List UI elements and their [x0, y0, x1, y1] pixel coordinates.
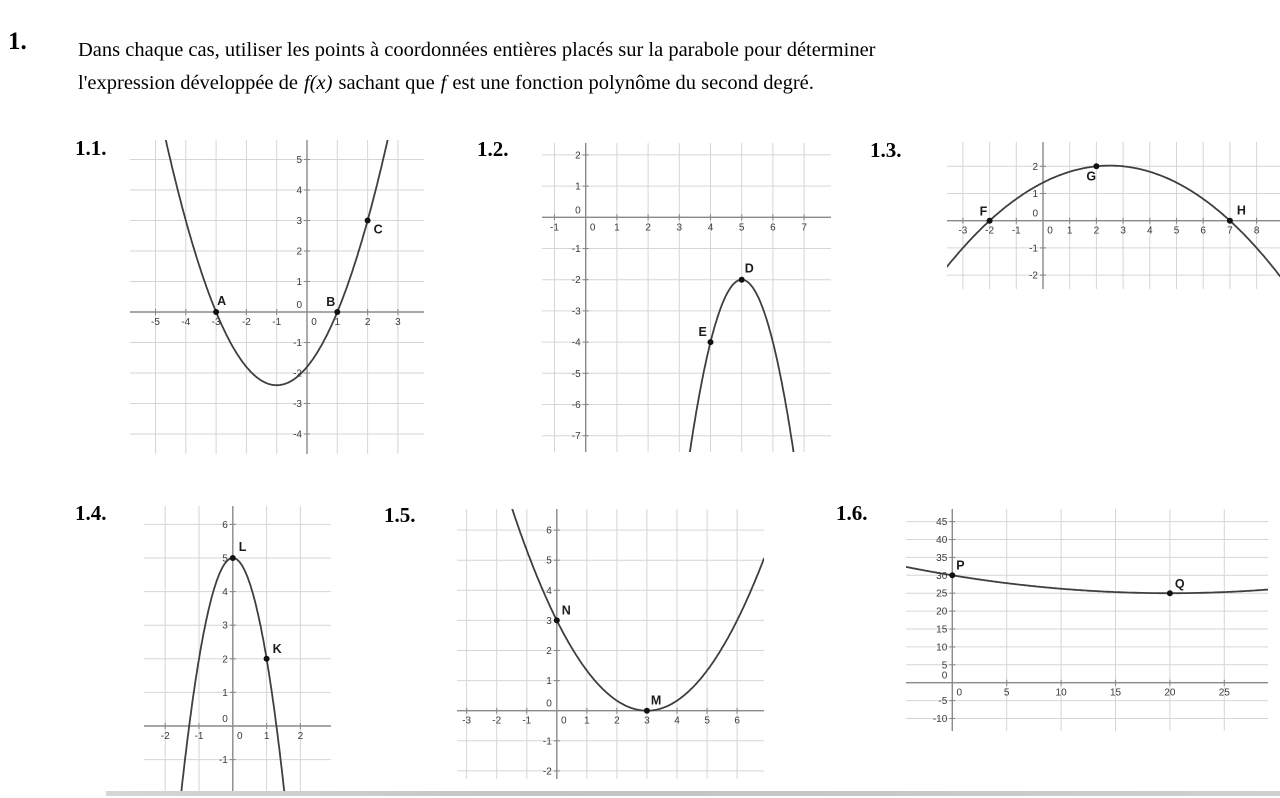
x-tick-label: 2: [297, 731, 304, 742]
y-tick-label: -1: [571, 244, 581, 255]
y-tick-label: 2: [1032, 161, 1038, 173]
y-tick-label: -4: [571, 337, 581, 349]
graph-1-4-plot: [144, 506, 331, 791]
y-tick-label: 3: [296, 216, 302, 227]
x-tick-label: 1: [1066, 225, 1073, 237]
y-tick-label: 0: [296, 300, 302, 311]
parabola-curve-1.4: [144, 558, 331, 791]
y-tick-label: 0: [941, 670, 948, 682]
y-tick-label: 2: [546, 646, 552, 657]
graph-1-3-plot: [947, 142, 1280, 289]
x-tick-label: 3: [395, 317, 401, 328]
point-label-L: L: [238, 540, 247, 554]
x-tick-label: -1: [522, 715, 532, 727]
y-tick-label: 30: [936, 570, 948, 582]
point-label-P: P: [956, 558, 965, 573]
y-tick-label: 5: [941, 660, 948, 672]
y-tick-label: 0: [1032, 208, 1038, 220]
x-tick-label: 1: [584, 715, 590, 727]
x-tick-label: 4: [674, 715, 680, 727]
x-tick-label: 3: [1120, 225, 1126, 237]
x-tick-label: -2: [985, 225, 995, 237]
statement-line2-mid: sachant que: [338, 72, 435, 94]
y-tick-label: 4: [296, 185, 302, 197]
x-tick-label: -1: [550, 222, 559, 234]
y-tick-label: 0: [222, 714, 228, 725]
point-label-D: D: [744, 261, 754, 276]
point-label-B: B: [326, 295, 336, 309]
y-tick-label: 1: [575, 181, 581, 193]
y-tick-label: 2: [296, 246, 302, 258]
statement-line2-post: est une fonction polynôme du second degré.: [452, 72, 814, 94]
x-tick-label: 0: [311, 317, 317, 328]
y-tick-label: -10: [932, 714, 948, 725]
data-point-A: [213, 309, 219, 315]
x-tick-label: 5: [1003, 687, 1010, 699]
x-tick-label: -3: [462, 715, 472, 727]
point-label-M: M: [650, 693, 662, 708]
x-tick-label: 2: [614, 715, 620, 727]
graph-1-5-plot: [457, 509, 764, 779]
data-point-M: [644, 708, 650, 714]
y-tick-label: -6: [571, 400, 581, 411]
x-tick-label: -4: [181, 317, 191, 328]
f-math-symbol: f: [440, 72, 447, 94]
x-tick-label: -2: [492, 715, 502, 727]
y-tick-label: 15: [936, 624, 948, 636]
x-tick-label: 6: [734, 715, 740, 727]
y-tick-label: -3: [293, 399, 302, 410]
y-tick-label: 4: [222, 587, 228, 599]
x-tick-label: -3: [211, 317, 221, 328]
data-point-E: [708, 339, 714, 345]
point-label-A: A: [217, 294, 227, 308]
x-tick-label: 6: [1200, 225, 1206, 237]
y-tick-label: -2: [293, 368, 302, 380]
y-tick-label: 0: [546, 698, 552, 710]
y-tick-label: 0: [575, 205, 581, 217]
graph-1-1-plot: [130, 140, 424, 454]
graph-label-1-4: 1.4.: [75, 501, 107, 525]
y-tick-label: 2: [575, 150, 581, 162]
exercise-statement: [78, 34, 1208, 100]
point-label-Q: Q: [1174, 577, 1185, 592]
data-point-H: [1227, 218, 1233, 224]
y-tick-label: 3: [222, 620, 228, 632]
x-tick-label: 2: [1093, 225, 1100, 237]
x-tick-label: 15: [1109, 687, 1122, 699]
y-tick-label: -4: [293, 429, 302, 441]
x-tick-label: 5: [1173, 225, 1180, 237]
point-label-E: E: [698, 325, 707, 340]
data-point-Q: [1167, 590, 1173, 596]
y-tick-label: -3: [571, 306, 581, 318]
y-tick-label: 10: [936, 642, 948, 654]
x-tick-label: 6: [770, 222, 776, 234]
x-tick-label: 10: [1055, 687, 1067, 699]
x-tick-label: 4: [707, 222, 714, 234]
x-tick-label: 3: [676, 222, 683, 234]
x-tick-label: -3: [958, 225, 968, 237]
y-tick-label: 1: [546, 676, 552, 688]
y-tick-label: -1: [293, 338, 302, 349]
x-tick-label: 25: [1218, 687, 1230, 699]
y-tick-label: 5: [296, 155, 302, 166]
y-tick-label: 25: [936, 588, 948, 600]
data-point-B: [334, 309, 340, 315]
y-tick-label: -5: [571, 368, 581, 380]
y-tick-label: -5: [938, 696, 948, 708]
x-tick-label: 1: [614, 222, 620, 234]
fx-math-symbol: f(x): [304, 72, 333, 94]
x-tick-label: 0: [589, 222, 596, 234]
point-label-G: G: [1086, 169, 1097, 184]
y-tick-label: -2: [542, 766, 552, 778]
x-tick-label: 20: [1164, 687, 1176, 699]
y-tick-label: 5: [546, 555, 552, 567]
graph-label-1-5: 1.5.: [384, 503, 416, 527]
point-label-F: F: [979, 204, 988, 219]
graph-label-1-2: 1.2.: [477, 137, 509, 161]
graph-1-2-plot: [542, 143, 831, 452]
data-point-N: [554, 617, 560, 623]
y-tick-label: -2: [571, 275, 581, 287]
point-label-H: H: [1236, 203, 1246, 218]
x-tick-label: -1: [1011, 225, 1021, 237]
x-tick-label: -5: [151, 317, 160, 328]
x-tick-label: 2: [645, 222, 651, 234]
graph-label-1-3: 1.3.: [870, 138, 902, 162]
data-point-K: [264, 656, 270, 662]
statement-line2-pre: l'expression développée de: [78, 72, 299, 94]
y-tick-label: 3: [546, 615, 552, 627]
x-tick-label: 7: [1227, 225, 1233, 237]
x-tick-label: 0: [1047, 225, 1053, 237]
cropped-content-strip: [106, 791, 1280, 796]
y-tick-label: 6: [546, 525, 552, 537]
x-tick-label: -2: [241, 317, 251, 328]
statement-line2: [78, 67, 1208, 100]
y-tick-label: 20: [936, 606, 948, 618]
y-tick-label: 1: [296, 277, 302, 288]
x-tick-label: -1: [194, 731, 204, 742]
x-tick-label: 1: [334, 317, 341, 328]
graph-1-6-plot: [906, 509, 1268, 731]
y-tick-label: 5: [222, 553, 228, 565]
x-tick-label: 2: [364, 317, 371, 328]
y-tick-label: -2: [1029, 270, 1038, 282]
x-tick-label: 4: [1147, 225, 1153, 237]
y-tick-label: 4: [546, 585, 552, 597]
y-tick-label: 1: [1032, 189, 1038, 200]
data-point-L: [230, 555, 236, 561]
x-tick-label: 5: [738, 222, 745, 234]
x-tick-label: 3: [644, 715, 650, 727]
exercise-number: 1.: [8, 28, 27, 55]
x-tick-label: -1: [272, 317, 282, 328]
y-tick-label: -1: [542, 736, 552, 748]
y-tick-label: -1: [218, 755, 228, 767]
y-tick-label: -7: [571, 431, 581, 443]
x-tick-label: 0: [956, 687, 963, 699]
point-label-C: C: [373, 222, 383, 237]
x-tick-label: 7: [801, 222, 807, 234]
y-tick-label: 35: [936, 552, 948, 564]
x-tick-label: -2: [160, 731, 170, 742]
data-point-P: [949, 572, 955, 578]
point-label-N: N: [561, 603, 571, 618]
data-point-D: [739, 277, 745, 283]
statement-line1: Dans chaque cas, utiliser les points à coordonnées entières placés sur la parabole pour déterminer: [78, 39, 876, 61]
graph-label-1-6: 1.6.: [836, 501, 868, 525]
y-tick-label: 45: [936, 517, 948, 529]
x-tick-label: 5: [704, 715, 710, 727]
x-tick-label: 0: [237, 731, 243, 742]
x-tick-label: 1: [263, 731, 270, 742]
graph-label-1-1: 1.1.: [75, 136, 107, 160]
y-tick-label: 6: [222, 519, 228, 531]
data-point-F: [987, 218, 993, 224]
y-tick-label: -1: [1029, 243, 1038, 255]
y-tick-label: 2: [222, 654, 228, 666]
x-tick-label: 0: [561, 715, 567, 727]
x-tick-label: 8: [1253, 225, 1260, 237]
point-label-K: K: [272, 641, 282, 656]
data-point-C: [365, 218, 371, 224]
y-tick-label: 1: [222, 687, 228, 699]
y-tick-label: 40: [936, 535, 948, 546]
